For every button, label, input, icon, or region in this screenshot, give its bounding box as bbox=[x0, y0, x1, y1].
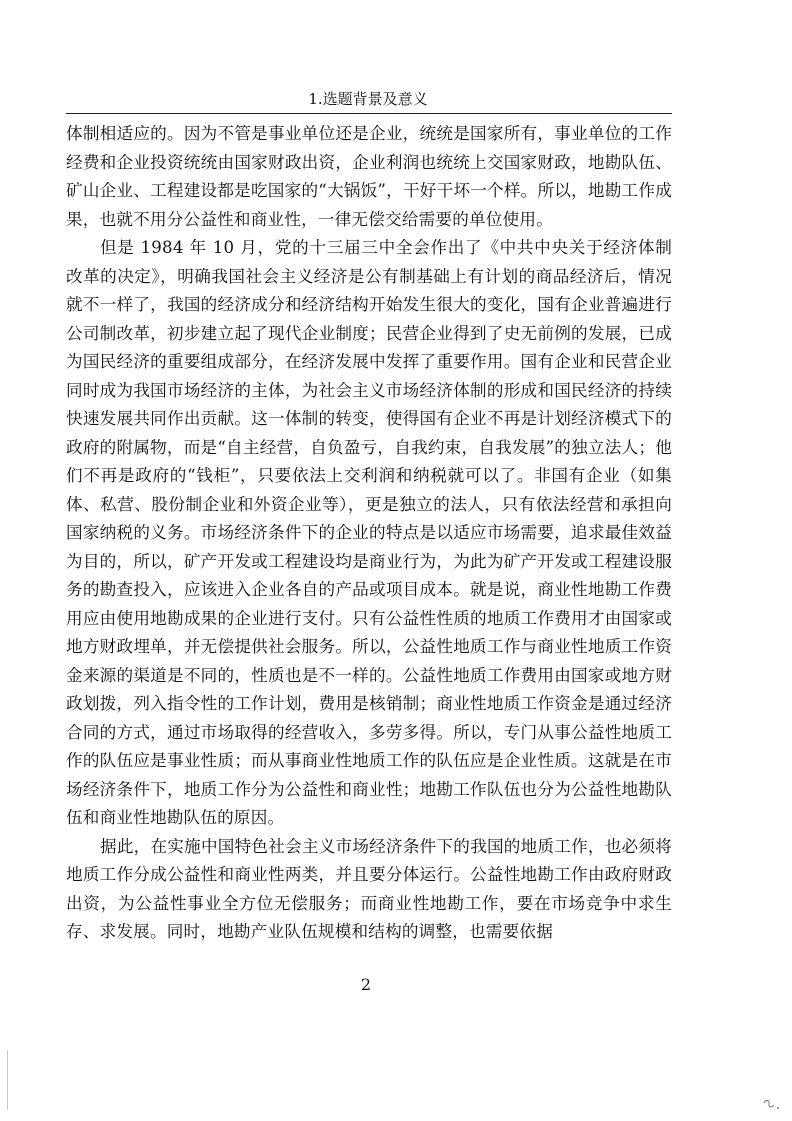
scan-artifact-mark bbox=[760, 1094, 784, 1114]
scan-edge-mark bbox=[7, 1050, 8, 1110]
paragraph-3: 据此，在实施中国特色社会主义市场经济条件下的我国的地质工作，也必须将地质工作分成公益性和商业性两类，并且要分体运行。公益性地勘工作由政府财政出资，为公益性事业全方位无偿服务；而商业性地勘工作，要在市场竞争中求生存、求发展。同时，地勘产业队伍规模和结构的调整，也需要依据 bbox=[66, 836, 672, 941]
paragraph-1: 体制相适应的。因为不管是事业单位还是企业，统统是国家所有，事业单位的工作经费和企业投资统统由国家财政出资，企业利润也统统上交国家财政，地勘队伍、矿山企业、工程建设都是吃国家的“大锅饭”，干好干坏一个样。所以，地勘工作成果，也就不用分公益性和商业性，一律无偿交给需要的单位使用。 bbox=[66, 124, 672, 229]
body-text bbox=[66, 120, 672, 947]
page-number: 2 bbox=[360, 975, 372, 994]
running-header: 1.选题背景及意义 bbox=[308, 90, 428, 108]
header-rule bbox=[66, 113, 672, 114]
paragraph-2: 但是 1984 年 10 月，党的十三届三中全会作出了《中共中央关于经济体制改革的决定》，明确我国社会主义经济是公有制基础上有计划的商品经济后，情况就不一样了，我国的经济成分和经济结构开始发生很大的变化，国有企业普遍进行公司制改革，初步建立起了现代企业制度；民营企业得到了史无前例的发展，已成为国民经济的重要组成部分，在经济发展中发挥了重要作用。国有企业和民营企业同时成为我国市场经济的主体，为社会主义市场经济体制的形成和国民经济的持续快速发展共同作出贡献。这一体制的转变，使得国有企业不再是计划经济模式下的政府的附属物，而是“自主经营，自负盈亏，自我约束，自我发展”的独立法人；他们不再是政府的“钱柜”，只要依法上交利润和纳税就可以了。非国有企业（如集体、私营、股份制企业和外资企业等），更是独立的法人，只有依法经营和承担向国家纳税的义务。市场经济条件下的企业的特点是以适应市场需要，追求最佳效益为目的，所以，矿产开发或工程建设均是商业行为，为此为矿产开发或工程建设服务的勘查投入，应该进入企业各自的产品或项目成本。就是说，商业性地勘工作费用应由使用地勘成果的企业进行支付。只有公益性性质的地质工作费用才由国家或地方财政埋单，并无偿提供社会服务。所以，公益性地质工作与商业性地质工作资金来源的渠道是不同的，性质也是不一样的。公益性地质工作费用由国家或地方财政划拨，列入指令性的工作计划，费用是核销制；商业性地质工作资金是通过经济合同的方式，通过市场取得的经营收入，多劳多得。所以，专门从事公益性地质工作的队伍应是事业性质；而从事商业性地质工作的队伍应是企业性质。这就是在市场经济条件下，地质工作分为公益性和商业性；地勘工作队伍也分为公益性地勘队伍和商业性地勘队伍的原因。 bbox=[66, 238, 672, 827]
